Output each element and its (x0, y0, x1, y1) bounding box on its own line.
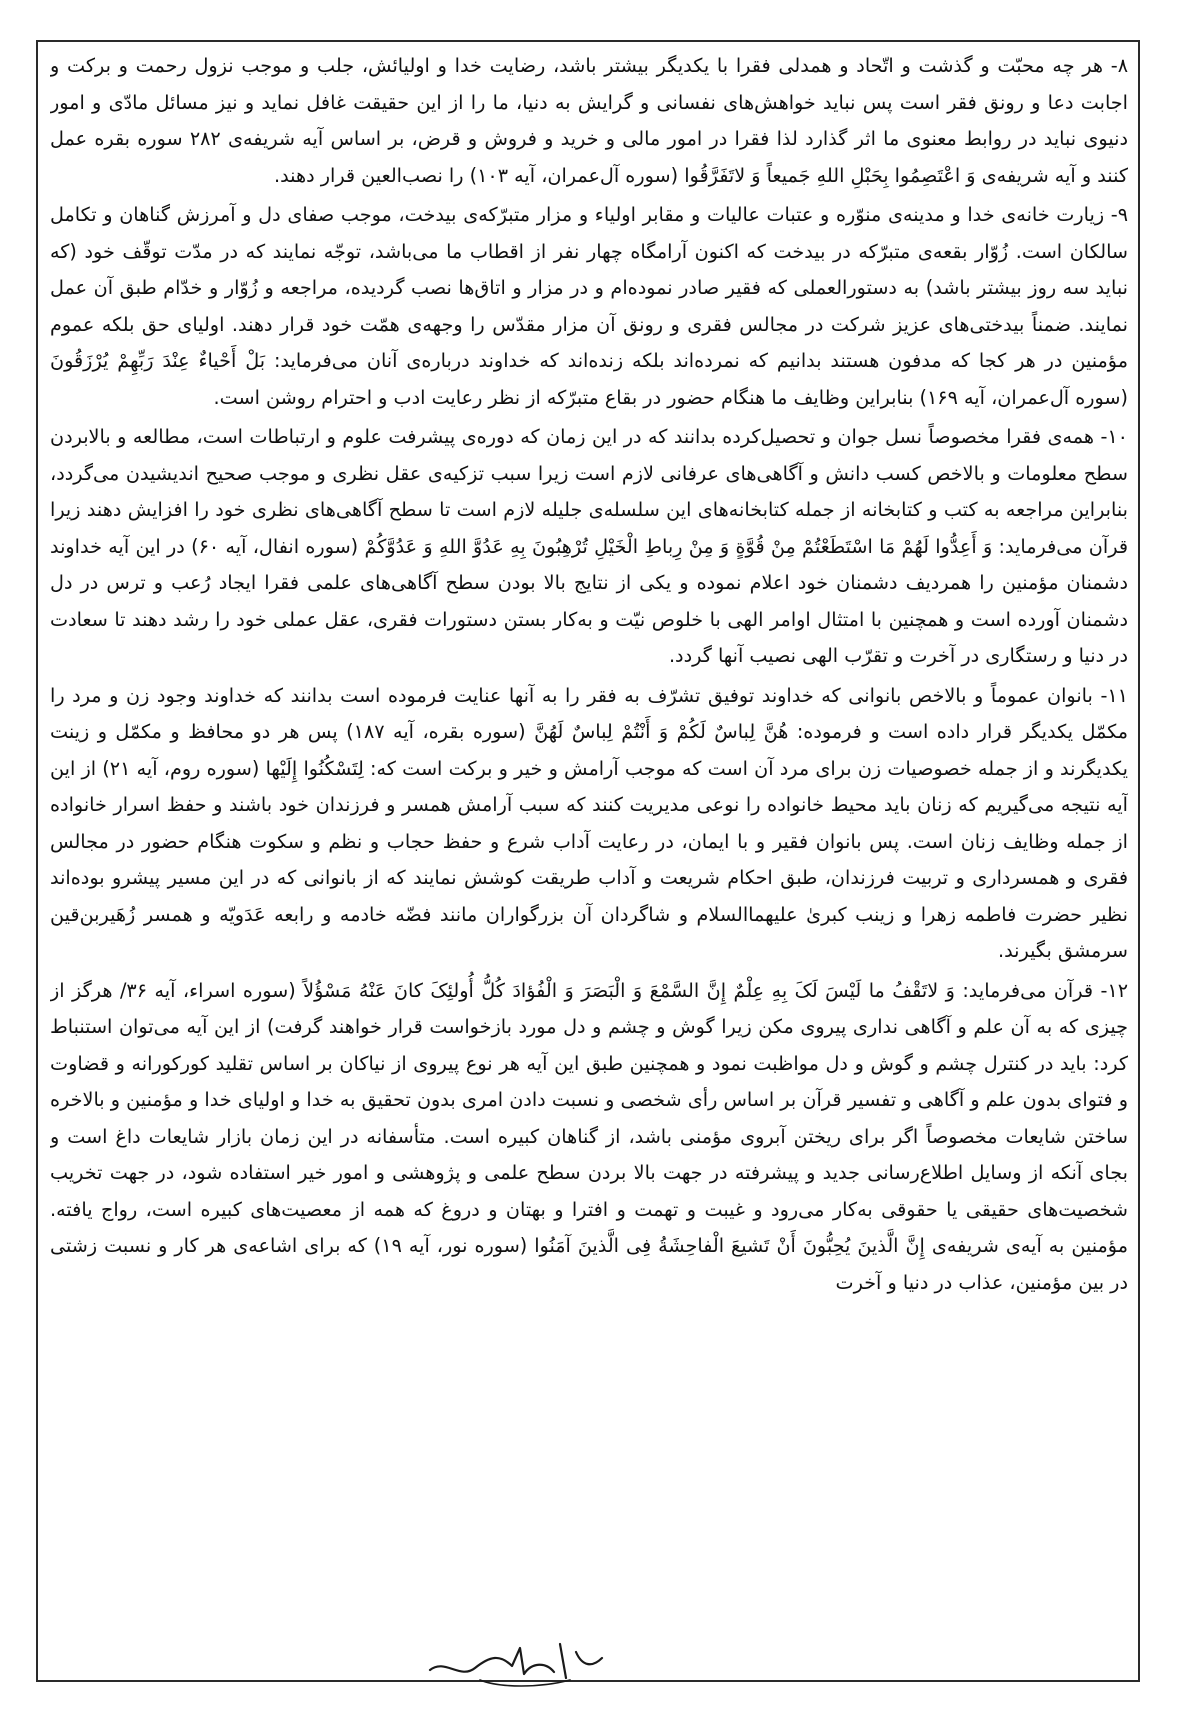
paragraph-9: ۹- زیارت خانه‌ی خدا و مدینه‌ی منوّره و عتبات عالیات و مقابر اولیاء و مزار متبرّکه‌ی بیدخت، موجب صفای دل و آمرزش گناهان و تکامل سالکان است. زُوّار بقعه‌ی متبرّکه در بیدخت که اکنون آرامگاه چهار نفر از اقطاب ما می‌باشد، توجّه نمایند که در مدّت توقّف خود (که نباید سه روز بیشتر باشد) به دستورالعملی که فقیر صادر نموده‌ام و در مزار و اتاق‌ها نصب گردیده، مراجعه و زُوّار و خدّام طبق آن عمل نمایند. ضمناً بیدختی‌های عزیز شرکت در مجالس فقری و رونق آن مزار مقدّس را وجهه‌ی همّت خود قرار دهند. اولیای حق بلکه عموم مؤمنین در هر کجا که مدفون هستند بدانیم که نمرده‌اند بلکه زنده‌اند که خداوند درباره‌ی آنان می‌فرماید: بَلْ أَحْیاءٌ عِنْدَ رَبِّهِمْ یُرْزَقُونَ (سوره آل‌عمران، آیه ۱۶۹) بنابراین وظایف ما هنگام حضور در بقاع متبرّکه از نظر رعایت ادب و احترام روشن است. (50, 203, 1128, 409)
handwritten-signature (420, 1618, 620, 1698)
paragraph-11: ۱۱- بانوان عموماً و بالاخص بانوانی که خداوند توفیق تشرّف به فقر را به آنها عنایت فرموده است بدانند که خداوند وجود زن و مرد را مکمّل یکدیگر قرار داده است و فرموده: هُنَّ لِباسٌ لَکُمْ وَ أَنْتُمْ لِباسٌ لَهُنَّ (سوره بقره، آیه ۱۸۷) پس هر دو محافظ و مکمّل و زینت یکدیگرند و از جمله خصوصیات زن برای مرد آن است که موجب آرامش و خیر و برکت است که: لِتَسْکُنُوا إِلَیْها (سوره روم، آیه ۲۱) از این آیه نتیجه می‌گیریم که زنان باید محیط خانواده را نوعی مدیریت کنند که سبب آرامش همسر و فرزندان خود باشند و حفظ اسرار خانواده از جمله وظایف زنان است. پس بانوان فقیر و با ایمان، در رعایت آداب شرع و حفظ حجاب و نظم و سکوت هنگام حضور در مجالس فقری و همسرداری و تربیت فرزندان، طبق احکام شریعت و آداب طریقت کوشش نمایند که از بانوانی که در این مسیر پیشرو بوده‌اند نظیر حضرت فاطمه زهرا و زینب کبریٰ علیهماالسلام و شاگردان آن بزرگواران مانند فضّه خادمه و رابعه عَدَویّه و همسر زُهَیربن‌قین سرمشق بگیرند. (50, 683, 1128, 962)
document-body (50, 48, 1128, 1628)
paragraph-8: ۸- هر چه محبّت و گذشت و اتّحاد و همدلی فقرا با یکدیگر بیشتر باشد، رضایت خدا و اولیائش، جلب و موجب نزول رحمت و برکت و اجابت دعا و رونق فقر است پس نباید خواهش‌های نفسانی و گرایش به دنیا، ما را از این حقیقت غافل نماید و نیز مسائل مادّی و امور دنیوی نباید در روابط معنوی ما اثر گذارد لذا فقرا در امور مالی و خرید و فروش و قرض، بر اساس آیه شریفه‌ی ۲۸۲ سوره بقره عمل کنند و آیه شریفه‌ی وَ اعْتَصِمُوا بِحَبْلِ اللهِ جَمیعاً وَ لاتَفَرَّقُوا (سوره آل‌عمران، آیه ۱۰۳) را نصب‌العین قرار دهند. (50, 54, 1128, 187)
paragraph-12: ۱۲- قرآن می‌فرماید: وَ لاتَقْفُ ما لَیْسَ لَکَ بِهِ عِلْمٌ إِنَّ السَّمْعَ وَ الْبَصَرَ وَ الْفُؤادَ کُلُّ أُولئِکَ کانَ عَنْهُ مَسْؤُلاً (سوره اسراء، آیه ۳۶/ هرگز از چیزی که به آن علم و آگاهی نداری پیروی مکن زیرا گوش و چشم و دل مورد بازخواست قرار خواهند گرفت) از این آیه می‌توان استنباط کرد: باید در کنترل چشم و گوش و دل مواظبت نمود و همچنین طبق این آیه هر نوع پیروی از نیاکان بر اساس تقلید کورکورانه و قضاوت و فتوای بدون علم و آگاهی و تفسیر قرآن بر اساس رأی شخصی و نسبت دادن امری بدون تحقیق به خدا و اولیای خدا و مؤمنین و بالاخره ساختن شایعات مخصوصاً اگر برای ریختن آبروی مؤمنی باشد، از گناهان کبیره است. متأسفانه در این زمان بازار شایعات داغ است و بجای آنکه از وسایل اطلاع‌رسانی جدید و پیشرفته در جهت بالا بردن سطح علمی و پژوهشی و امور خیر استفاده شود، در جهت تخریب شخصیت‌های حقیقی یا حقوقی به‌کار می‌رود و غیبت و تهمت و افترا و بهتان و دروغ که همه از معصیت‌های کبیره است، رواج یافته. مؤمنین به آیه‌ی شریفه‌ی إِنَّ الَّذینَ یُحِبُّونَ أَنْ تَشیعَ الْفاحِشَةُ فِی الَّذینَ آمَنُوا (سوره نور، آیه ۱۹) که برای اشاعه‌ی هر کار و نسبت زشتی در بین مؤمنین، عذاب در دنیا و آخرت (50, 978, 1128, 1294)
paragraph-10: ۱۰- همه‌ی فقرا مخصوصاً نسل جوان و تحصیل‌کرده بدانند که در این زمان که دوره‌ی پیشرفت علوم و ارتباطات است، مطالعه و بالابردن سطح معلومات و بالاخص کسب دانش و آگاهی‌های عرفانی لازم است زیرا سبب تزکیه‌ی عقل نظری و موجب صحیح اندیشیدن می‌گردد، بنابراین مراجعه به کتب و کتابخانه از جمله کتابخانه‌های این سلسله‌ی جلیله لازم است تا سطح آگاهی‌های نظری خود را افزایش دهند زیرا قرآن می‌فرماید: وَ أَعِدُّوا لَهُمْ مَا اسْتَطَعْتُمْ مِنْ قُوَّةٍ وَ مِنْ رِباطِ الْخَیْلِ تُرْهِبُونَ بِهِ عَدُوَّ اللهِ وَ عَدُوَّکُمْ (سوره انفال، آیه ۶۰) در این آیه خداوند دشمنان مؤمنین را همردیف دشمنان خود اعلام نموده و یکی از نتایج بالا بودن سطح آگاهی‌های علمی فقرا ایجاد رُعب و ترس در دل دشمنان آورده است و همچنین با امتثال اوامر الهی با خلوص نیّت و به‌کار بستن دستورات فقری، عقل عملی خود را رشد دهند تا سعادت در دنیا و رستگاری در آخرت و تقرّب الهی نصیب آنها گردد. (50, 425, 1128, 667)
